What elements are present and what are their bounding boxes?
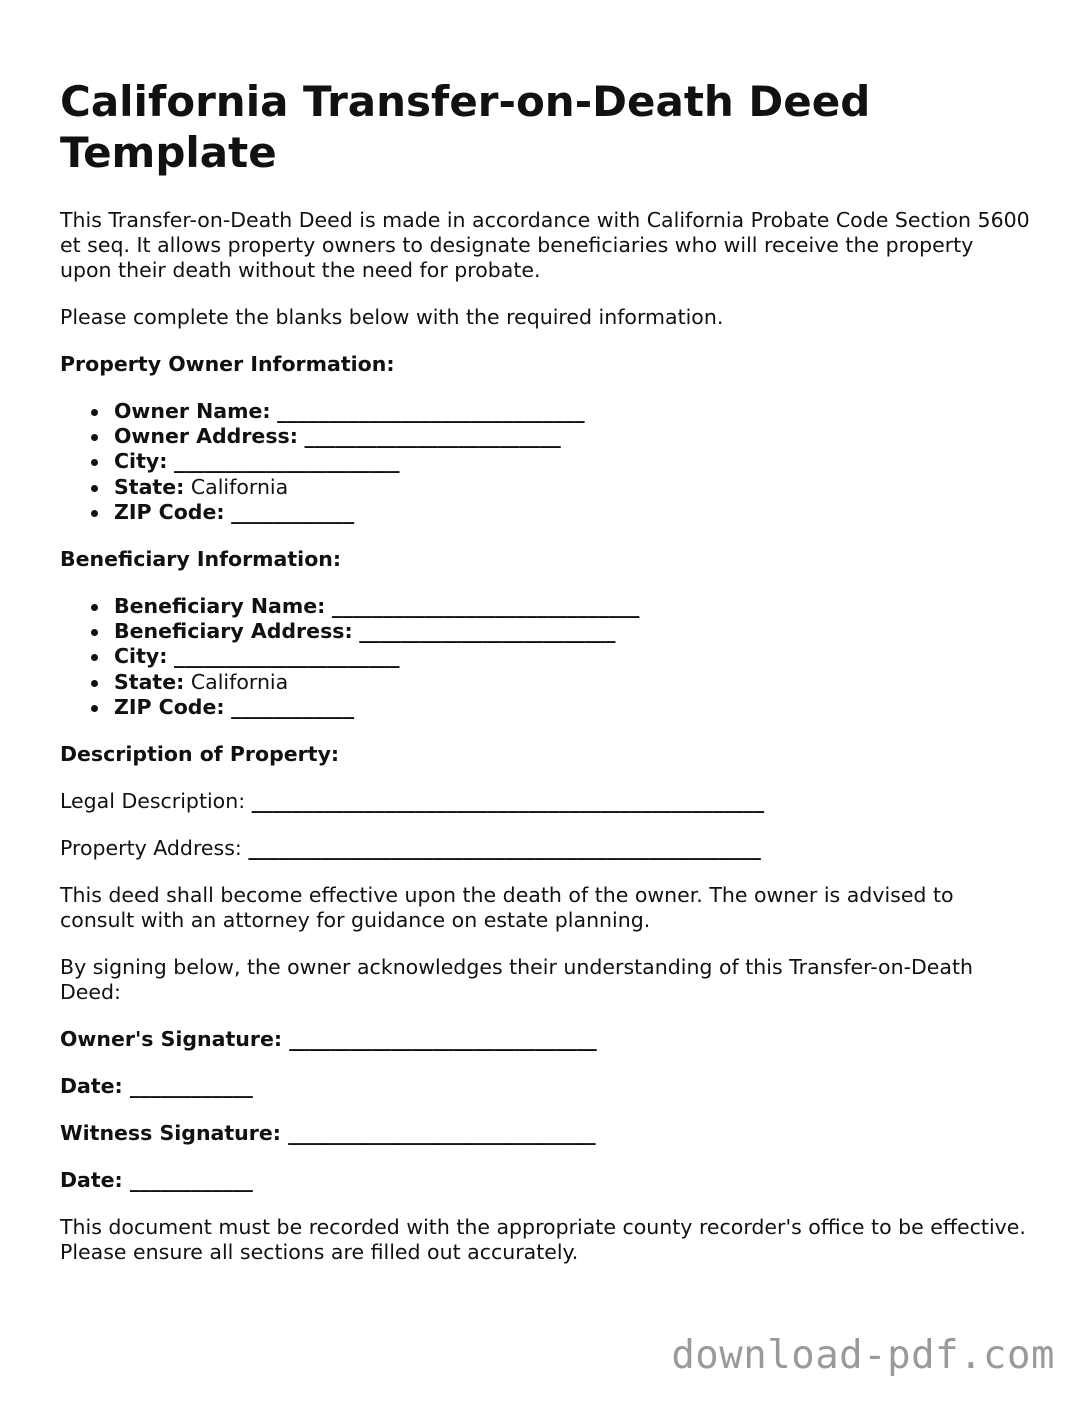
owner-address-field[interactable]: _________________________	[304, 424, 561, 449]
list-item	[114, 475, 1030, 500]
closing-paragraph: This document must be recorded with the appropriate county recorder's office to be effective. Please ensure all sections are filled out accurately.	[60, 1215, 1026, 1265]
owner-zip-label: ZIP Code:	[114, 499, 225, 524]
witness-signature-line	[60, 1121, 1030, 1146]
property-address-line	[60, 836, 1030, 861]
property-address-field[interactable]: __________________________________________________	[248, 836, 761, 861]
owner-city-field[interactable]: ______________________	[173, 449, 400, 474]
beneficiary-state-value: California	[190, 669, 289, 694]
beneficiary-city-field[interactable]: ______________________	[173, 644, 400, 669]
witness-date-field[interactable]: ____________	[129, 1168, 253, 1193]
owner-name-label: Owner Name:	[114, 399, 271, 423]
owner-address-label: Owner Address:	[114, 424, 298, 449]
owner-state-label: State:	[114, 474, 185, 499]
effective-paragraph: This deed shall become effective upon the death of the owner. The owner is advised to consult with an attorney for guidance on estate planning.	[60, 883, 954, 933]
witness-signature-field[interactable]: ______________________________	[288, 1121, 596, 1146]
list-item	[114, 670, 1030, 695]
owner-state-value: California	[190, 474, 289, 499]
beneficiary-name-label: Beneficiary Name:	[114, 594, 326, 619]
owner-section-heading: Property Owner Information:	[60, 352, 395, 376]
owner-date-label: Date:	[60, 1074, 123, 1099]
property-address-label: Property Address:	[60, 836, 242, 861]
owner-date-field[interactable]: ____________	[129, 1074, 253, 1099]
list-item	[114, 424, 1030, 449]
legal-description-line	[60, 789, 1030, 814]
owner-city-label: City:	[114, 449, 168, 474]
property-section-heading: Description of Property:	[60, 742, 340, 767]
beneficiary-section-heading: Beneficiary Information:	[60, 547, 342, 572]
witness-date-line	[60, 1168, 1030, 1193]
witness-signature-label: Witness Signature:	[60, 1121, 281, 1146]
list-item	[114, 619, 1030, 644]
acknowledge-paragraph: By signing below, the owner acknowledges their understanding of this Transfer-on-Death Deed:	[60, 955, 973, 1005]
owner-zip-field[interactable]: ____________	[231, 499, 355, 524]
beneficiary-zip-field[interactable]: ____________	[231, 694, 355, 719]
document-page	[60, 76, 1030, 1287]
list-item	[114, 695, 1030, 720]
list-item	[114, 399, 1030, 424]
beneficiary-name-field[interactable]: ______________________________	[331, 594, 640, 619]
beneficiary-info-list	[60, 594, 1030, 720]
list-item	[114, 644, 1030, 669]
document-title: California Transfer-on-Death Deed Template	[60, 77, 871, 177]
intro-paragraph: This Transfer-on-Death Deed is made in accordance with California Probate Code Section 5600 et seq. It allows property owners to designate beneficiaries who will receive the property upon their death without the need for probate.	[60, 208, 1030, 282]
watermark: download-pdf.com	[671, 1333, 1055, 1378]
owner-signature-line	[60, 1027, 1030, 1052]
beneficiary-state-label: State:	[114, 669, 185, 694]
instruction-paragraph: Please complete the blanks below with the required information.	[60, 305, 724, 329]
beneficiary-address-label: Beneficiary Address:	[114, 619, 353, 644]
owner-date-line	[60, 1074, 1030, 1099]
beneficiary-city-label: City:	[114, 644, 168, 669]
list-item	[114, 500, 1030, 525]
beneficiary-address-field[interactable]: _________________________	[359, 619, 616, 644]
list-item	[114, 449, 1030, 474]
legal-description-field[interactable]: __________________________________________________	[251, 789, 765, 814]
beneficiary-zip-label: ZIP Code:	[114, 694, 225, 719]
owner-signature-field[interactable]: ______________________________	[289, 1027, 597, 1052]
owner-signature-label: Owner's Signature:	[60, 1027, 283, 1052]
owner-name-field[interactable]: ______________________________	[277, 399, 585, 423]
list-item	[114, 594, 1030, 619]
owner-info-list	[60, 399, 1030, 525]
legal-description-label: Legal Description:	[60, 789, 246, 814]
witness-date-label: Date:	[60, 1168, 123, 1193]
